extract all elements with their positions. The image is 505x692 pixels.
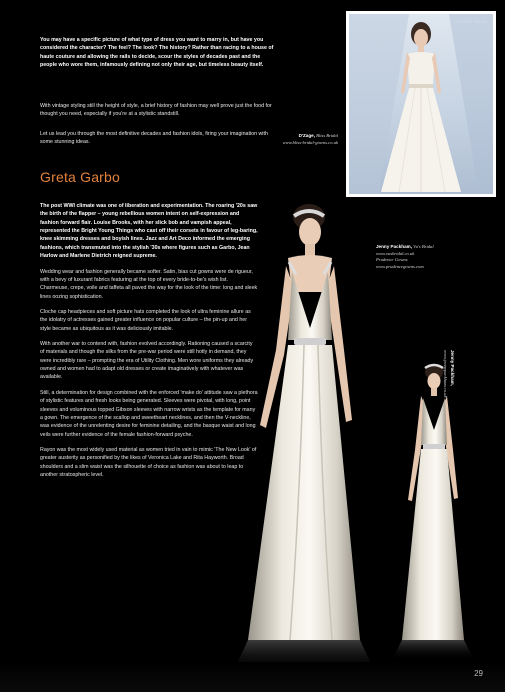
photo-credit-packham: [376, 244, 476, 271]
credit-designer: D'Zage,: [298, 133, 316, 138]
section-paragraph: Wedding wear and fashion generally became softer. Satin, bias cut gowns were de rigueur, with a bevy of luxurant fabrics featuring at the top of every bride-to-be's wish list. Charmeuse, crepe, voile and taffeta all paved the way for the look of the time: long and sleek lines oozing sophistication.: [40, 268, 258, 300]
photo-credit-dzage: [230, 133, 338, 146]
photo-credit-packham-2: [442, 350, 455, 410]
credit-url: www.jennypackham.co.uk: [443, 350, 449, 398]
intro-lead-text: You may have a specific picture of what type of dress you want to marry in, but have you considered the character? The feel? The look? The history? Rather than racing to a house of haute couture and allowing the rails to decide, scour the styles of decades past and the people who wore them, infamously defining not only their age, but timeless beauty itself.: [40, 37, 274, 69]
section-paragraph: Cloche cap headpieces and soft picture hats completed the look of ultra feminine allure as the idolatry of actresses gained greater influence on popular culture – the pin-up and her style became as ubiquitous as it was deliciously imitable.: [40, 308, 251, 332]
credit-store: Prudence Gowns: [376, 257, 408, 263]
section-title: Greta Garbo: [40, 169, 121, 185]
intro-paragraph: Let us lead you through the most definitive decades and fashion idols, firing your imagination with some stunning ideas.: [40, 130, 268, 146]
page-number: 29: [474, 669, 483, 678]
credit-url: www.vusbridal.co.uk: [376, 250, 415, 256]
intro-lead: [40, 36, 274, 76]
intro-body: [40, 102, 274, 157]
section-paragraph: With another war to contend with, fashion evolved accordingly. Rationing caused a scarcity of materials and though the silks from the pre-war period were still hotly in demand, they were incredibly rare – prompting the era of Utility Clothing. Men wore uniforms they already owned and women had to adapt old dresses or create imaginatively with whatever was available.: [40, 341, 254, 381]
intro-paragraph: With vintage styling still the height of style, a brief history of fashion may well prove just the food for thought you need, especially if you're at a stylistic standstill.: [40, 103, 272, 118]
credit-designer: Jenny Packham,: [376, 244, 413, 249]
section-lead: The post WWI climate was one of liberation and experimentation. The roaring '20s saw the birth of the flapper – young rebellious women intent on self-expression and fashion forward flair. Louise Brooks, with her slick bob and vampish appeal, represented the Bright Young Things who cast off their corsets in favour of leg-baring, knee skimming dresses and boyish lines. Jazz and Art Deco informed the emerging fashions, which transmuted into the stylish '30s where figures such as Garbo, Jean Harlow and Marlene Dietrich reigned supreme.: [40, 203, 258, 260]
credit-store: Bliss Bridal: [316, 133, 338, 138]
credit-url: www.bliss-bridal-gowns.co.uk: [282, 139, 338, 145]
credit-designer: Jenny Packham,: [450, 350, 455, 387]
bride-gown-small-illustration: [390, 360, 476, 660]
credit-url: www.prudencegowns.com: [376, 263, 424, 269]
floor-reflection: [0, 662, 505, 692]
section-paragraph: Rayon was the most widely used material as women tried in vain to mimic 'The New Look' of greater austerity as personified by the likes of Veronica Lake and Rita Hayworth. Broad shoulders and a slim waist was the silhouette of choice as fashion was about to leap to another stratospheric level.: [40, 446, 257, 479]
bride-illustration: [349, 14, 493, 194]
bride-photo-top: [346, 11, 496, 197]
bride-photo-main: [226, 200, 378, 675]
section-paragraph: Still, a determination for design combined with the enforced 'make do' attitude saw a plethora of stylistic features and fresh looks being generated. Sleeves were pivotal, with long, point sleeves and voluminous topped Gibson sleeves with narrow wrists as the template for many a gown. The emergence of the scallop and sweetheart necklines, and then the V-neckline, was evidence of the unrelenting desire for feminine detailing, and the basque waist and long veils were further evidence of the female fashion-forward psyche.: [40, 389, 258, 438]
bride-gown-illustration: [226, 200, 378, 675]
credit-store: Vu's Bridal: [413, 244, 434, 249]
bride-photo-small: [390, 360, 476, 660]
